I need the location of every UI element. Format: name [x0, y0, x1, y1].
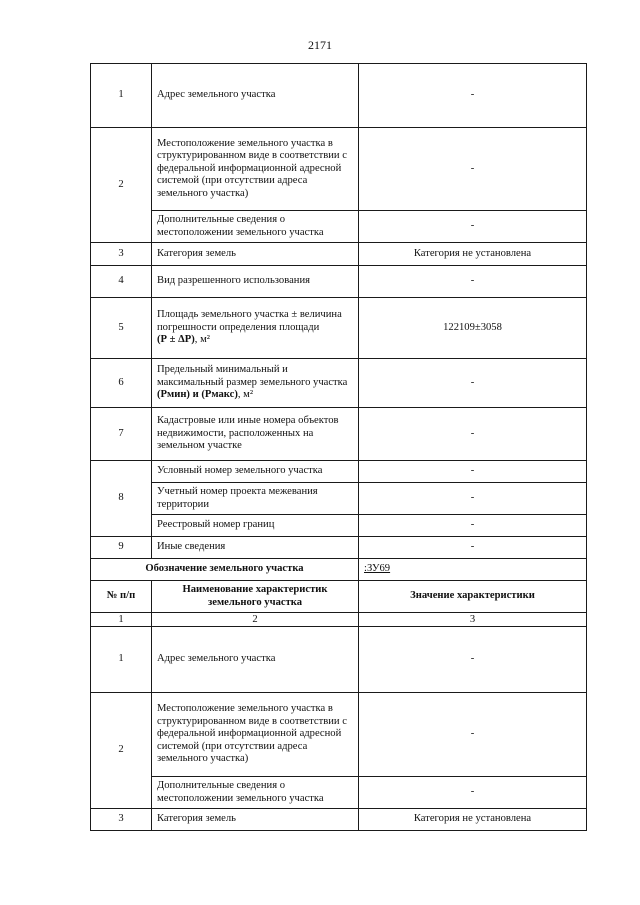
- characteristic-value: -: [359, 128, 587, 211]
- characteristic-name: Категория земель: [152, 243, 359, 266]
- table-row: [91, 243, 587, 266]
- characteristic-name: Вид разрешенного использования: [152, 266, 359, 298]
- table-row: [91, 298, 587, 359]
- land-plot-table: [90, 63, 587, 831]
- row-number: 1: [91, 627, 152, 693]
- row-number: 2: [91, 693, 152, 809]
- characteristic-name: Реестровый номер границ: [152, 515, 359, 537]
- characteristic-value: -: [359, 359, 587, 408]
- table-row: [91, 461, 587, 483]
- table-row: [91, 777, 587, 809]
- row-number: 6: [91, 359, 152, 408]
- characteristic-name: Местоположение земельного участка в структурированном виде в соответствии с федеральной информационной адресной системой (при отсутствии адреса земельного участка): [152, 693, 359, 777]
- characteristic-name: Адрес земельного участка: [152, 64, 359, 128]
- table-row: [91, 128, 587, 211]
- characteristic-name: Местоположение земельного участка в структурированном виде в соответствии с федеральной информационной адресной системой (при отсутствии адреса земельного участка): [152, 128, 359, 211]
- row-number: 8: [91, 461, 152, 537]
- name-unit: , м²: [237, 389, 254, 401]
- characteristic-name: Учетный номер проекта межевания территории: [152, 483, 359, 515]
- header-value: Значение характеристики: [359, 581, 587, 613]
- row-number: 4: [91, 266, 152, 298]
- characteristic-value: -: [359, 777, 587, 809]
- column-number: 1: [91, 613, 152, 627]
- characteristic-value: -: [359, 537, 587, 559]
- column-number: 2: [152, 613, 359, 627]
- characteristic-name: Категория земель: [152, 809, 359, 831]
- column-numbers-row: [91, 613, 587, 627]
- characteristic-name: Иные сведения: [152, 537, 359, 559]
- row-number: 3: [91, 809, 152, 831]
- row-number: 3: [91, 243, 152, 266]
- table-row: [91, 359, 587, 408]
- row-number: 2: [91, 128, 152, 243]
- row-number: 1: [91, 64, 152, 128]
- characteristic-value: -: [359, 266, 587, 298]
- characteristic-value: 122109±3058: [359, 298, 587, 359]
- table-row: [91, 693, 587, 777]
- characteristic-value: -: [359, 64, 587, 128]
- characteristic-name: Кадастровые или иные номера объектов недвижимости, расположенных на земельном участке: [152, 408, 359, 461]
- designation-label: Обозначение земельного участка: [91, 559, 359, 581]
- table-row: [91, 408, 587, 461]
- characteristic-value: -: [359, 461, 587, 483]
- row-number: 9: [91, 537, 152, 559]
- characteristic-name: Условный номер земельного участка: [152, 461, 359, 483]
- table-row: [91, 64, 587, 128]
- header-number: № п/п: [91, 581, 152, 613]
- characteristic-name: [152, 298, 359, 359]
- table-row: [91, 266, 587, 298]
- designation-value: :ЗУ69: [359, 559, 587, 581]
- name-formula: (Р ± ΔР): [157, 334, 195, 346]
- designation-row: [91, 559, 587, 581]
- table-row: [91, 515, 587, 537]
- characteristic-value: -: [359, 408, 587, 461]
- page-number: 2171: [308, 38, 332, 52]
- name-formula: (Рмин) и (Рмакс): [157, 389, 238, 401]
- table-row: [91, 537, 587, 559]
- header-name: Наименование характеристик земельного участка: [152, 581, 359, 613]
- characteristic-value: -: [359, 515, 587, 537]
- table-row: [91, 211, 587, 243]
- characteristic-value: Категория не установлена: [359, 243, 587, 266]
- characteristic-name: Дополнительные сведения о местоположении земельного участка: [152, 211, 359, 243]
- name-text: Предельный минимальный и максимальный размер земельного участка: [157, 364, 348, 388]
- characteristic-name: Дополнительные сведения о местоположении земельного участка: [152, 777, 359, 809]
- characteristic-value: -: [359, 483, 587, 515]
- characteristic-value: -: [359, 211, 587, 243]
- characteristic-value: Категория не установлена: [359, 809, 587, 831]
- name-text: Площадь земельного участка ± величина погрешности определения площади: [157, 309, 342, 333]
- characteristic-name: Адрес земельного участка: [152, 627, 359, 693]
- table-row: [91, 483, 587, 515]
- row-number: 7: [91, 408, 152, 461]
- characteristic-value: -: [359, 693, 587, 777]
- characteristic-name: [152, 359, 359, 408]
- header-row: [91, 581, 587, 613]
- row-number: 5: [91, 298, 152, 359]
- table-row: [91, 627, 587, 693]
- column-number: 3: [359, 613, 587, 627]
- name-unit: , м²: [194, 334, 210, 346]
- characteristic-value: -: [359, 627, 587, 693]
- table-row: [91, 809, 587, 831]
